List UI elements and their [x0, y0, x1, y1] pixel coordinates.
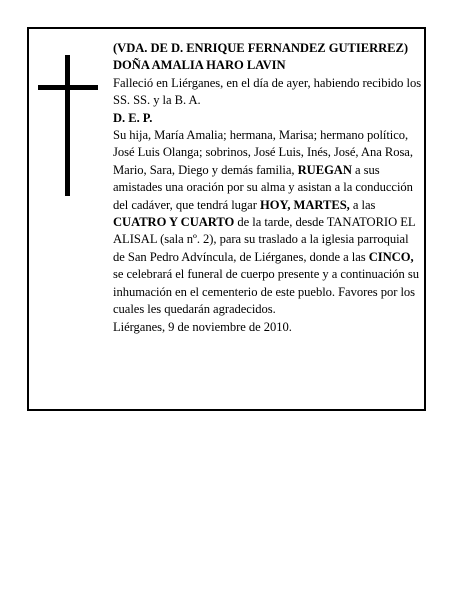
day-text: HOY, MARTES, — [259, 197, 350, 212]
departure-details: de la tarde, desde TANATORIO EL ALISAL (sala nº. 2), para su traslado a la iglesia parroquial de San Pedro Advíncula, de Liérganes, donde a las — [113, 215, 416, 264]
request-text: a sus amistades una oración por su alma y asistan a la conducción del cadáver, que tendrá lugar — [113, 162, 413, 212]
dep-line: D. E. P. — [113, 110, 153, 125]
funeral-details: se celebrará el funeral de cuerpo presente y a continuación su inhumación en el cementerio de este pueblo. Favores por los cuales les quedarán agradecidos. — [113, 267, 419, 317]
death-statement: Falleció en Liérganes, en el día de ayer, habiendo recibido los SS. SS. y la B. A. — [113, 75, 422, 108]
announcement-paragraph — [113, 127, 423, 318]
funeral-time: CINCO, — [368, 249, 414, 264]
cross-icon — [65, 55, 70, 196]
at-the-text: a las — [349, 197, 376, 212]
widow-of-line: (VDA. DE D. ENRIQUE FERNANDEZ GUTIERREZ) — [113, 41, 409, 55]
deceased-name: DOÑA AMALIA HARO LAVIN — [113, 58, 286, 73]
family-list: Su hija, María Amalia; hermana, Marisa; hermano político, José Luis Olanga; sobrinos, José Luis, Inés, José, Ana Rosa, Mario, Sara, Diego y demás familia, — [113, 128, 413, 177]
departure-time: CUATRO Y CUARTO — [113, 215, 235, 230]
place-date-line: Liérganes, 9 de noviembre de 2010. — [113, 319, 292, 334]
cross-icon-crossbar — [38, 85, 98, 90]
obituary-text — [113, 40, 423, 336]
ruegan-word: RUEGAN — [297, 162, 352, 177]
